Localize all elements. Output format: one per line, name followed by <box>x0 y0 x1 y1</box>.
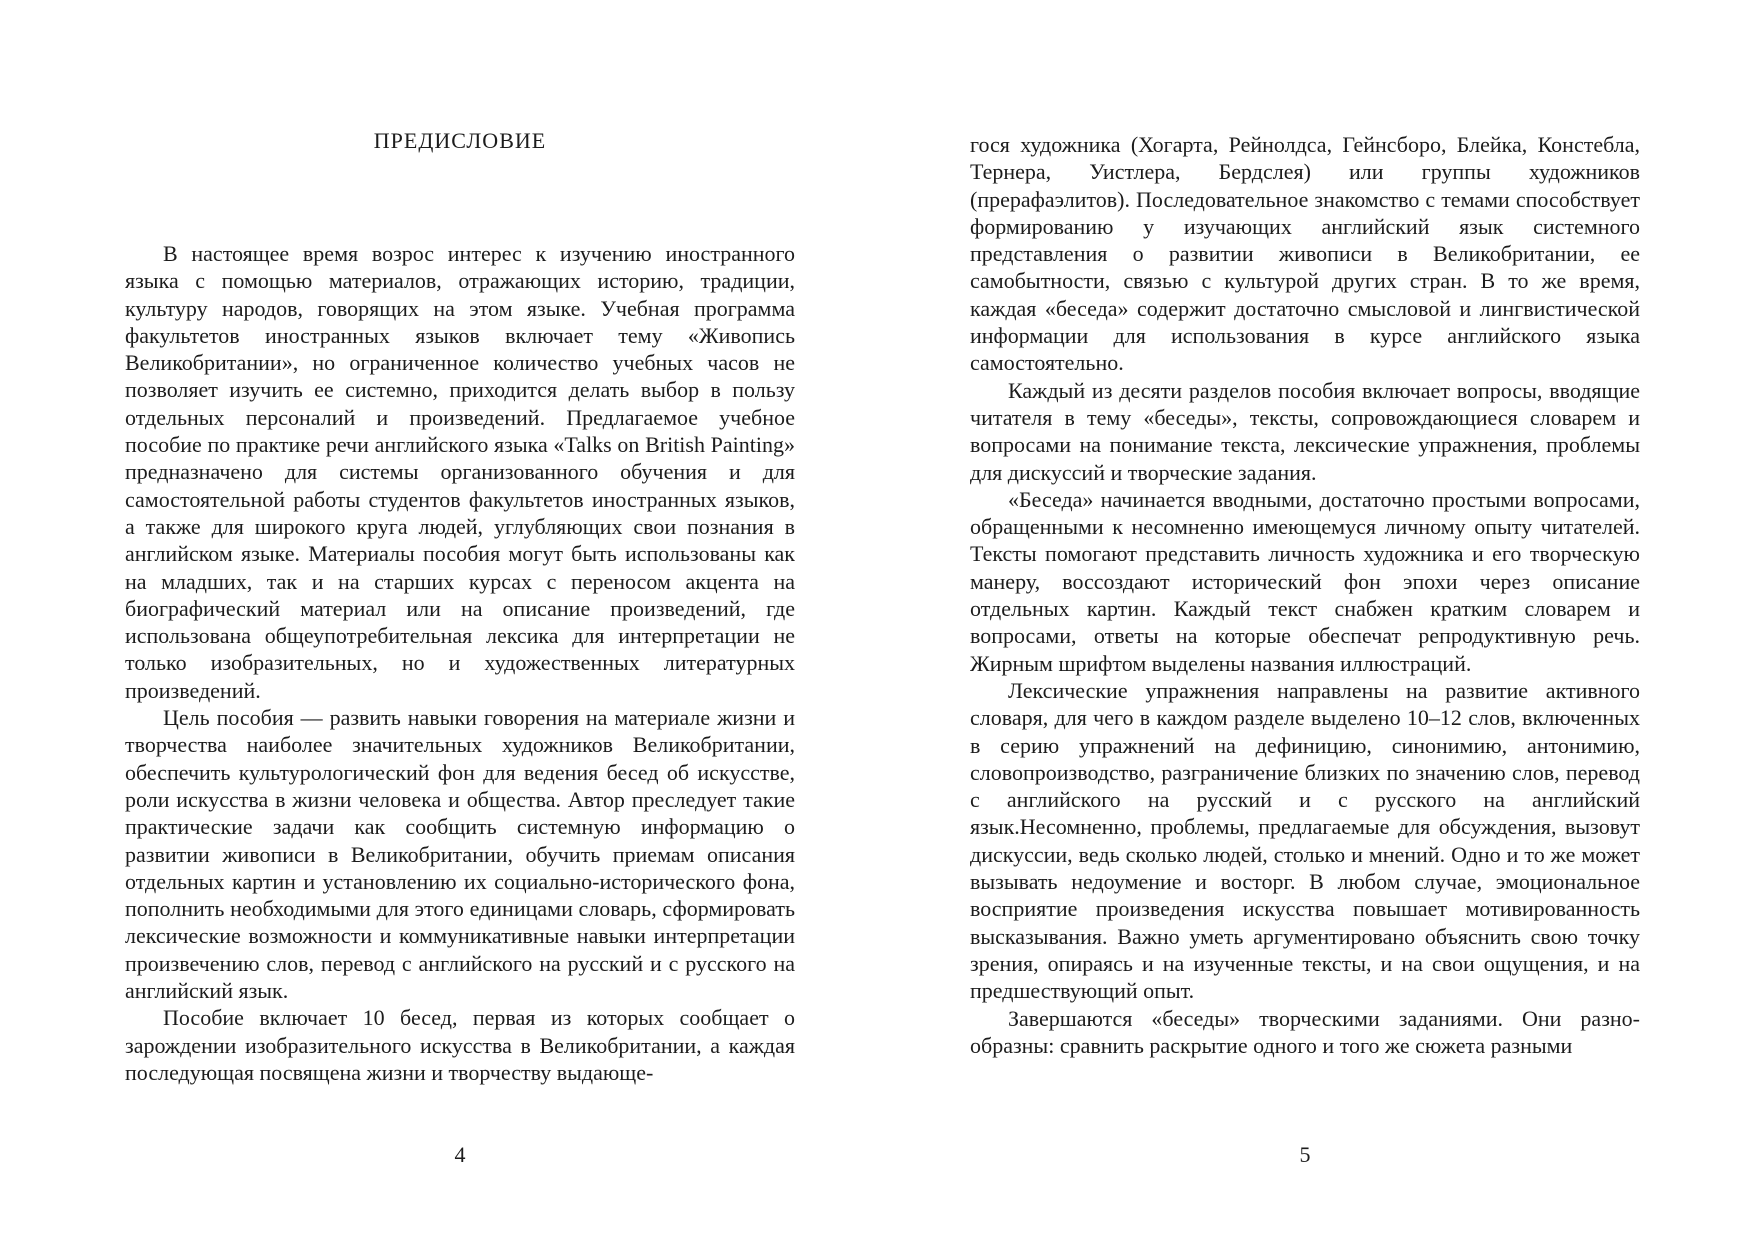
paragraph: Пособие включает 10 бесед, первая из которых сообщает о зарождении изобразительного искусства в Великобритании, а каждая последующая посвящена жизни и творчеству выдающе- <box>125 1005 795 1085</box>
right-page-body <box>970 131 1640 1059</box>
paragraph-continuation: гося художника (Хогарта, Рейнолдса, Гейнсборо, Блейка, Констебла, Тернера, Уистлера, Бердслея) или группы художников (прерафаэлитов). Последовательное знакомство с темами способствует формированию у изучающих английский язык системного представления о развитии живописи в Великобритании, ее самобытности, связью с культурой других стран. В то же время, каждая «беседа» содержит достаточно смысловой и лингвистической информации для использования в курсе английского языка самостоятельно. <box>970 132 1640 376</box>
paragraph: Каждый из десяти разделов пособия включает вопросы, вводящие читателя в тему «беседы», тексты, сопровождающиеся словарем и вопросами на понимание текста, лексические упражнения, проблемы для дискуссий и творческие задания. <box>970 377 1640 485</box>
left-page <box>125 0 795 1240</box>
page-heading: ПРЕДИСЛОВИЕ <box>373 128 547 153</box>
page-number: 4 <box>454 1142 466 1167</box>
paragraph: В настоящее время возрос интерес к изучению иностранного языка с помощью материалов, отражающих историю, традиции, культуру народов, говорящих на этом языке. Учебная программа факультетов иностранных языков включает тему «Живопись Великобритании», но ограниченное количество учебных часов не позволяет изучить ее системно, приходится делать выбор в пользу отдельных персоналий и произведений. Предлагаемое учебное пособие по практике речи английского языка «Talks on British Painting» предназначено для системы организованного обучения и для самостоятельной работы студентов факультетов иностранных языков, а также для широкого круга людей, углубляющих свои познания в английском языке. Материалы пособия могут быть использованы как на младших, так и на старших курсах с переносом акцента на биографический материал или на описание произведений, где использована общеупотребительная лексика для интерпретации не только изобразительных, но и художественных литературных произведений. <box>125 241 795 703</box>
paragraph: Завершаются «беседы» творческими заданиями. Они разнообразны: сравнить раскрытие одного и того же сюжета разными <box>970 1005 1640 1058</box>
page-number: 5 <box>1299 1142 1311 1167</box>
paragraph: Лексические упражнения направлены на развитие активного словаря, для чего в каждом разделе выделено 10–12 слов, включенных в серию упражнений на дефиницию, синонимию, антонимию, словопроизводство, разграничение близких по значению слов, перевод с английского на русский и с русского на английский язык.Несомненно, проблемы, предлагаемые для обсуждения, вызовут дискуссии, ведь сколько людей, столько и мнений. Одно и то же может вызывать недоумение и восторг. В любом случае, эмоциональное восприятие произведения искусства повышает мотивированность высказывания. Важно уметь аргументировано объяснить свою точку зрения, опираясь и на изученные тексты, и на свои ощущения, и на предшествующий опыт. <box>970 677 1640 1004</box>
right-page <box>970 0 1640 1240</box>
left-page-body <box>125 240 795 1086</box>
paragraph: «Беседа» начинается вводными, достаточно простыми вопросами, обращенными к несомненно имеющемуся личному опыту читателей. Тексты помогают представить личность художника и его творческую манеру, воссоздают исторический фон эпохи через описание отдельных картин. Каждый текст снабжен кратким словарем и вопросами, ответы на которые обеспечат репродуктивную речь. Жирным шрифтом выделены названия иллюстраций. <box>970 486 1640 676</box>
paragraph: Цель пособия — развить навыки говорения на материале жизни и творчества наиболее значительных художников Великобритании, обеспечить культурологический фон для ведения бесед об искусстве, роли искусства в жизни человека и общества. Автор преследует такие практические задачи как сообщить системную информацию о развитии живописи в Великобритании, обучить приемам описания отдельных картин и установлению их социально-исторического фона, пополнить необходимыми для этого единицами словарь, сформировать лексические возможности и коммуникативные навыки интерпретации произвечению слов, перевод с английского на русский и с русского на английский язык. <box>125 705 795 1004</box>
